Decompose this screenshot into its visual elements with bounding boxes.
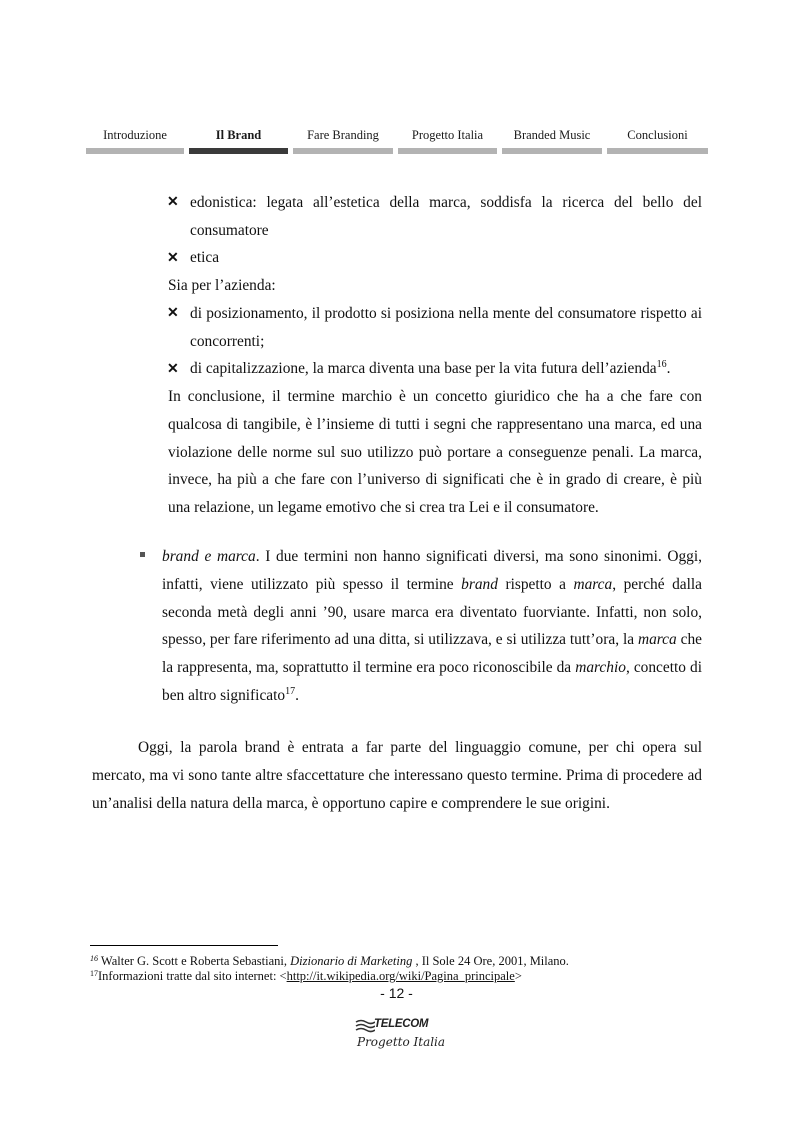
tab-progetto-italia[interactable]	[398, 127, 497, 155]
period: .	[666, 360, 671, 377]
tab-bar	[502, 148, 602, 154]
cross-bullet-icon: ✕	[167, 251, 179, 266]
conclusion-paragraph: In conclusione, il termine marchio è un concetto giuridico che ha a che fare con qualcosa di tangibile, è l’insieme di tutti i segni che rappresentano una marca, ed una violazione delle norme sul suo utilizzo può portare a conseguenze penali. La marca, invece, ha più a che fare con l’universo di significati che è in grado di creare, è più una relazione, un legame emotivo che si crea tra Lei e il consumatore.	[168, 388, 702, 517]
em-run: marchio	[575, 659, 626, 677]
chapter-nav	[86, 127, 708, 157]
text-run: rispetto a	[497, 575, 574, 593]
progetto-italia-signature: Progetto Italia	[357, 1035, 446, 1049]
tab-label: Progetto Italia	[411, 128, 484, 142]
tab-label: Branded Music	[513, 128, 591, 142]
telecom-waves-icon	[355, 1019, 375, 1035]
tab-conclusioni[interactable]	[607, 127, 708, 155]
tab-introduzione[interactable]	[86, 127, 184, 155]
bullet-posizionamento: di posizionamento, il prodotto si posiziona nella mente del consumatore rispetto ai concorrenti;	[190, 305, 702, 350]
tab-bar	[293, 148, 393, 154]
tab-fare-branding[interactable]	[293, 127, 393, 155]
bullet-etica: etica	[190, 249, 220, 266]
tab-label: Il Brand	[215, 128, 262, 142]
bullet-capitalizzazione-text: di capitalizzazione, la marca diventa una base per la vita futura dell’azienda	[190, 360, 657, 377]
tab-label: Fare Branding	[307, 128, 379, 142]
footnote-separator	[90, 945, 278, 946]
cross-bullet-icon: ✕	[167, 195, 179, 210]
period: .	[295, 686, 299, 704]
footnote-16	[90, 954, 569, 968]
footnote-16-num: 16	[90, 954, 98, 963]
footnote-16-pre: Walter G. Scott e Roberta Sebastiani,	[98, 954, 291, 968]
tab-bar	[86, 148, 184, 154]
tab-bar	[398, 148, 497, 154]
em-run: marca	[573, 575, 613, 593]
tab-il-brand[interactable]	[189, 127, 288, 155]
tab-branded-music[interactable]	[502, 127, 602, 155]
tab-bar	[607, 148, 708, 154]
final-paragraph: Oggi, la parola brand è entrata a far parte del linguaggio comune, per chi opera sul mercato, ma vi sono tante altre sfaccettature che interessano questo termine. Prima di procedere ad un’analisi della natura della marca, è opportuno capire e comprendere le sue origini.	[92, 739, 702, 812]
footnote-ref-17[interactable]: 17	[285, 685, 296, 697]
tab-bar-active	[189, 148, 288, 154]
square-bullet-icon	[140, 552, 145, 557]
telecom-logo-text: TELECOM	[374, 1018, 429, 1030]
cross-bullet-icon: ✕	[167, 362, 179, 377]
text-run: . I due termini non hanno significati diversi, ma sono sinonimi. Oggi, infatti, viene utilizzato più spesso il termine	[162, 548, 702, 593]
tab-label: Conclusioni	[627, 128, 688, 142]
azienda-intro: Sia per l’azienda:	[168, 277, 276, 294]
footnote-17-pre: Informazioni tratte dal sito internet: <	[98, 969, 287, 983]
footnote-16-title: Dizionario di Marketing	[290, 954, 413, 968]
tab-label: Introduzione	[103, 128, 167, 142]
text-run: che la rappresenta, ma, soprattutto il termine era poco riconoscibile da	[162, 631, 702, 677]
bullet-edonistica: edonistica: legata all’estetica della marca, soddisfa la ricerca del bello del consumatore	[190, 194, 702, 239]
footnote-ref-16[interactable]: 16	[656, 359, 667, 370]
footnote-17-post: >	[514, 969, 522, 983]
cross-bullet-icon: ✕	[167, 306, 179, 321]
footnote-17	[90, 969, 522, 983]
text-run: , concetto di ben altro significato	[162, 659, 702, 704]
footnote-17-num: 17	[90, 969, 98, 978]
text-run: , perché dalla seconda metà degli anni ’90, usare marca era diventato fuorviante. Infatti, non solo, spesso, per fare riferimento ad una ditta, si utilizzava, e si utilizza tutt’ora, la	[162, 575, 702, 649]
bullet-capitalizzazione	[190, 355, 702, 383]
brand-marca-paragraph	[162, 543, 702, 710]
telecom-logo	[355, 1017, 446, 1055]
em-run: marca	[637, 631, 677, 649]
em-run: brand	[461, 575, 498, 593]
page-number: - 12 -	[380, 985, 413, 1001]
wikipedia-link[interactable]: http://it.wikipedia.org/wiki/Pagina_principale	[286, 969, 515, 983]
brand-marca-term: brand e marca	[162, 548, 256, 565]
footnote-16-post: , Il Sole 24 Ore, 2001, Milano.	[412, 954, 569, 968]
